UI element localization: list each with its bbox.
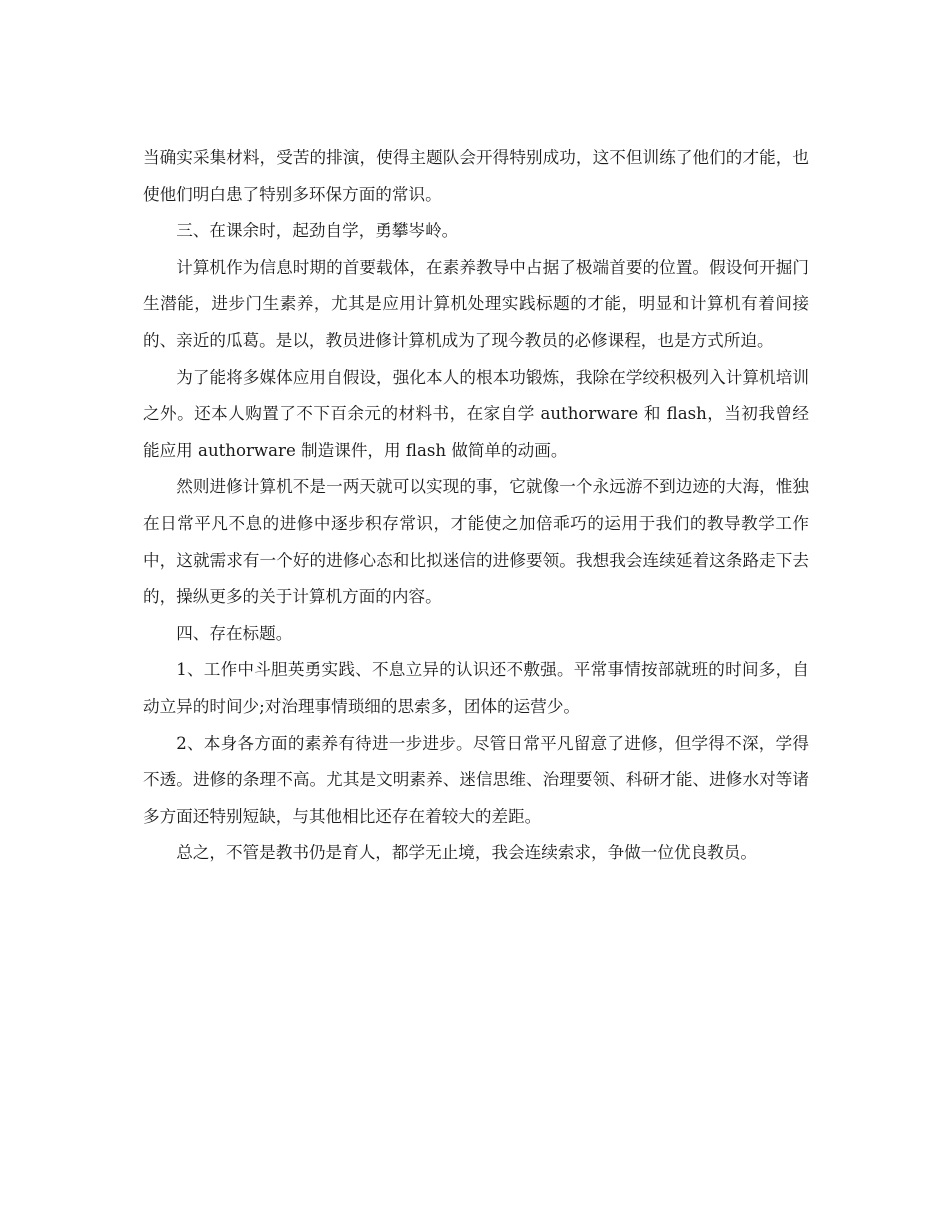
- section-heading-3: 三、在课余时，起劲自学，勇攀岑岭。: [176, 221, 459, 241]
- paragraph-1: 当确实采集材料，受苦的排演，使得主题队会开得特别成功，这不但训练了他们的才能，也使他们明白患了特别多环保方面的常识。: [143, 148, 809, 204]
- paragraph-multimedia-training: 为了能将多媒体应用自假设，强化本人的根本功锻炼，我除在学绞积极列入计算机培训之外。还本人购置了不下百余元的材料书，在家自学 authorware 和 flash，当初我曾经能应用 authorware 制造课件，用 flash 做简单的动画。: [143, 367, 809, 460]
- section-heading-4: 四、存在标题。: [176, 623, 293, 643]
- paragraph-computer-role: 计算机作为信息时期的首要载体，在素养教导中占据了极端首要的位置。假设何开掘门生潜能，进步门生素养，尤其是应用计算机处理实践标题的才能，明显和计算机有着间接的、亲近的瓜葛。是以，教员进修计算机成为了现今教员的必修课程，也是方式所迫。: [143, 257, 809, 350]
- document-body: [143, 140, 809, 872]
- paragraph-conclusion: 总之，不管是教书仍是育人，都学无止境，我会连续索求，争做一位优良教员。: [176, 843, 757, 863]
- problem-item-2: 2、本身各方面的素养有待进一步进步。尽管日常平凡留意了进修，但学得不深，学得不透。进修的条理不高。尤其是文明素养、迷信思维、治理要领、科研才能、进修水对等诸多方面还特别短缺，与其他相比还存在着较大的差距。: [143, 733, 809, 826]
- problem-item-1: 1、工作中斗胆英勇实践、不息立异的认识还不敷强。平常事情按部就班的时间多，自动立异的时间少;对治理事情琐细的思索多，团体的运营少。: [143, 660, 809, 716]
- paragraph-learning-attitude: 然则进修计算机不是一两天就可以实现的事，它就像一个永远游不到边迹的大海，惟独在日常平凡不息的进修中逐步积存常识，才能使之加倍乖巧的运用于我们的教导教学工作中，这就需求有一个好的进修心态和比拟迷信的进修要领。我想我会连续延着这条路走下去的，操纵更多的关于计算机方面的内容。: [143, 477, 809, 607]
